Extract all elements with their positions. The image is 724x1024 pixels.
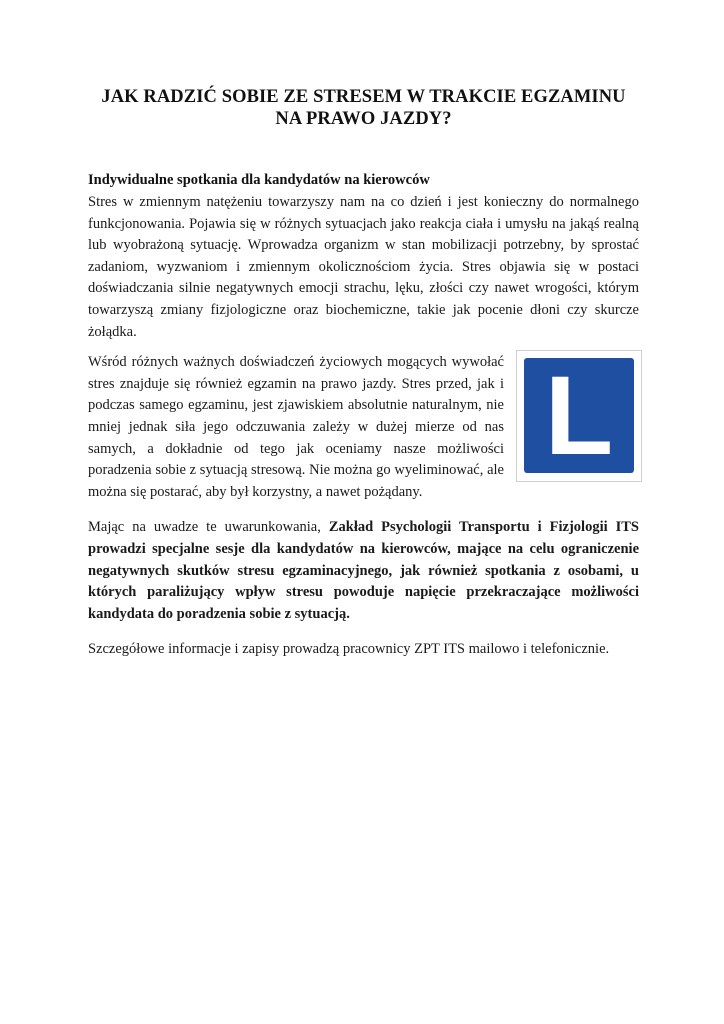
paragraph-with-image bbox=[88, 352, 639, 503]
paragraph-stress-intro: Stres w zmiennym natężeniu towarzyszy nam na co dzień i jest konieczny do normalnego funkcjonowania. Pojawia się w różnych sytuacjach jako reakcja ciała i umysłu na jakąś realną lub wyobrażoną sytuację. Wprowadza organizm w stan mobilizacji potrzebny, by sprostać zadaniom, wyzwaniom i zmiennym okolicznościom życia. Stres objawia się w postaci doświadczania silnie negatywnych emocji strachu, lęku, złości czy nawet wrogości, którym towarzyszą zmiany fizjologiczne oraz biochemiczne, takie jak pocenie dłoni czy skurcze żołądka. bbox=[88, 194, 639, 340]
paragraph-its-bold: Zakład Psychologii Transportu i Fizjologii ITS prowadzi specjalne sesje dla kandydatów na kierowców, mające na celu ograniczenie negatywnych skutków stresu egzaminacyjnego, jak również spotkania z osobami, u których paraliżujący wpływ stresu powoduje napięcie przekraczające możliwości kandydata do poradzenia sobie z sytuacją. bbox=[88, 519, 639, 622]
learner-l-sign-icon bbox=[524, 353, 634, 479]
document-title: JAK RADZIĆ SOBIE ZE STRESEM W TRAKCIE EGZAMINU NA PRAWO JAZDY? bbox=[101, 87, 626, 129]
sign-letter: L bbox=[544, 353, 614, 479]
document-page bbox=[88, 86, 639, 661]
paragraph-exam-stress: Wśród różnych ważnych doświadczeń życiowych mogących wywołać stres znajduje się również egzamin na prawo jazdy. Stres przed, jak i podczas samego egzaminu, jest zjawiskiem absolutnie naturalnym, nie mniej jednak siła jego odczuwania zależy w dużej mierze od nas samych, a dokładnie od tego jak oceniamy nasze możliwości poradzenia sobie z sytuacją stresową. Nie można go wyeliminować, ale można się postarać, aby był korzystny, a nawet pożądany. bbox=[88, 354, 504, 500]
learner-sign-image bbox=[516, 350, 642, 482]
document-subtitle: Indywidualne spotkania dla kandydatów na kierowców bbox=[88, 172, 430, 188]
paragraph-its-intro: Mając na uwadze te uwarunkowania, bbox=[88, 519, 329, 536]
paragraph-contact-info: Szczegółowe informacje i zapisy prowadzą pracownicy ZPT ITS mailowo i telefonicznie. bbox=[88, 641, 610, 658]
paragraph-its-sessions bbox=[88, 517, 639, 625]
